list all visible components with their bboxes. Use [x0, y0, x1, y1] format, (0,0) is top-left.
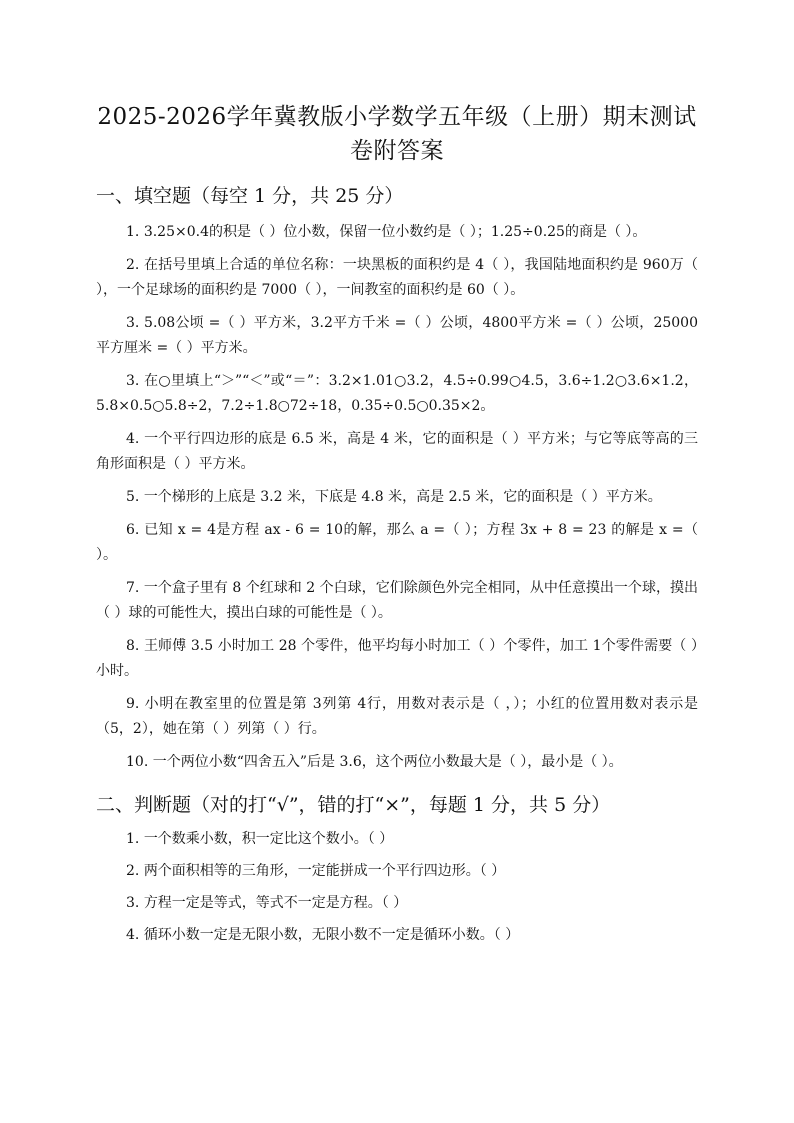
title-line-1: 2025-2026学年冀教版小学数学五年级（上册）期末测试: [97, 104, 697, 130]
title-line-2: 卷附答案: [350, 138, 444, 164]
question-item: [96, 485, 698, 510]
question-item: [96, 891, 698, 916]
question-number: 8.: [126, 638, 140, 654]
question-number: 4.: [126, 927, 140, 943]
question-item: [96, 311, 698, 361]
question-text: 两个面积相等的三角形，一定能拼成一个平行四边形。（ ）: [143, 863, 506, 879]
question-number: 4.: [126, 431, 140, 447]
question-text: 方程一定是等式，等式不一定是方程。（ ）: [143, 895, 408, 911]
question-text: 王师傅 3.5 小时加工 28 个零件，他平均每小时加工（ ）个零件，加工 1个零件需要（ ）小时。: [96, 638, 698, 679]
question-text: 在○里填上“＞”“＜”或“＝”：3.2×1.01○3.2，4.5÷0.99○4.5，3.6÷1.2○3.6×1.2，5.8×0.5○5.8÷2，7.2÷1.8○72÷18，0.35÷0.5○0.35×2。: [96, 373, 698, 414]
question-text: 小明在教室里的位置是第 3列第 4行，用数对表示是（ ，）；小红的位置用数对表示是（5，2），她在第（ ）列第（ ）行。: [96, 696, 698, 737]
question-number: 3.: [126, 895, 140, 911]
question-text: 一个数乘小数，积一定比这个数小。（ ）: [143, 831, 394, 847]
section-1-heading: 一、填空题（每空 1 分，共 25 分）: [96, 185, 404, 207]
fill-in-blank-section: [96, 220, 698, 775]
question-number: 3.: [126, 315, 140, 331]
question-text: 3.25×0.4的积是（ ）位小数，保留一位小数约是（ ）；1.25÷0.25的商是（ ）。: [143, 224, 647, 240]
question-number: 10.: [126, 754, 149, 770]
question-number: 2.: [126, 863, 140, 879]
exam-title: [96, 100, 698, 168]
question-text: 一个平行四边形的底是 6.5 米，高是 4 米，它的面积是（ ）平方米；与它等底等高的三角形面积是（ ）平方米。: [96, 431, 699, 472]
question-number: 1.: [126, 224, 140, 240]
question-text: 一个两位小数“四舍五入”后是 3.6，这个两位小数最大是（ ），最小是（ ）。: [152, 754, 623, 770]
question-number: 2.: [126, 257, 140, 273]
question-text: 一个盒子里有 8 个红球和 2 个白球，它们除颜色外完全相同，从中任意摸出一个球，摸出（ ）球的可能性大，摸出白球的可能性是（ ）。: [96, 580, 698, 621]
true-false-section: [96, 827, 698, 948]
section-2-heading: 二、判断题（对的打“√”，错的打“×”，每题 1 分，共 5 分）: [96, 794, 611, 816]
question-item: [96, 220, 698, 245]
question-number: 9.: [126, 696, 140, 712]
question-item: [96, 750, 698, 775]
question-text: 已知 x = 4是方程 ax - 6 = 10的解，那么 a =（ ）；方程 3x + 8 = 23 的解是 x =（ ）。: [96, 522, 699, 563]
question-text: 循环小数一定是无限小数，无限小数不一定是循环小数。（ ）: [143, 927, 520, 943]
question-number: 1.: [126, 831, 140, 847]
question-number: 3.: [126, 373, 140, 389]
question-item: [96, 518, 698, 568]
question-item: [96, 369, 698, 419]
question-text: 一个梯形的上底是 3.2 米，下底是 4.8 米，高是 2.5 米，它的面积是（ ）平方米。: [143, 489, 662, 505]
question-number: 6.: [126, 522, 140, 538]
question-number: 5.: [126, 489, 140, 505]
question-item: [96, 827, 698, 852]
question-item: [96, 634, 698, 684]
question-item: [96, 576, 698, 626]
question-item: [96, 859, 698, 884]
question-item: [96, 923, 698, 948]
question-item: [96, 253, 698, 303]
question-item: [96, 427, 698, 477]
question-number: 7.: [126, 580, 140, 596]
question-text: 在括号里填上合适的单位名称：一块黑板的面积约是 4（ ），我国陆地面积约是 960万（ ），一个足球场的面积约是 7000（ ），一间教室的面积约是 60（ ）。: [96, 257, 698, 298]
question-text: 5.08公顷 =（ ）平方米，3.2平方千米 =（ ）公顷，4800平方米 =（ ）公顷，25000平方厘米 =（ ）平方米。: [96, 315, 698, 356]
question-item: [96, 692, 698, 742]
